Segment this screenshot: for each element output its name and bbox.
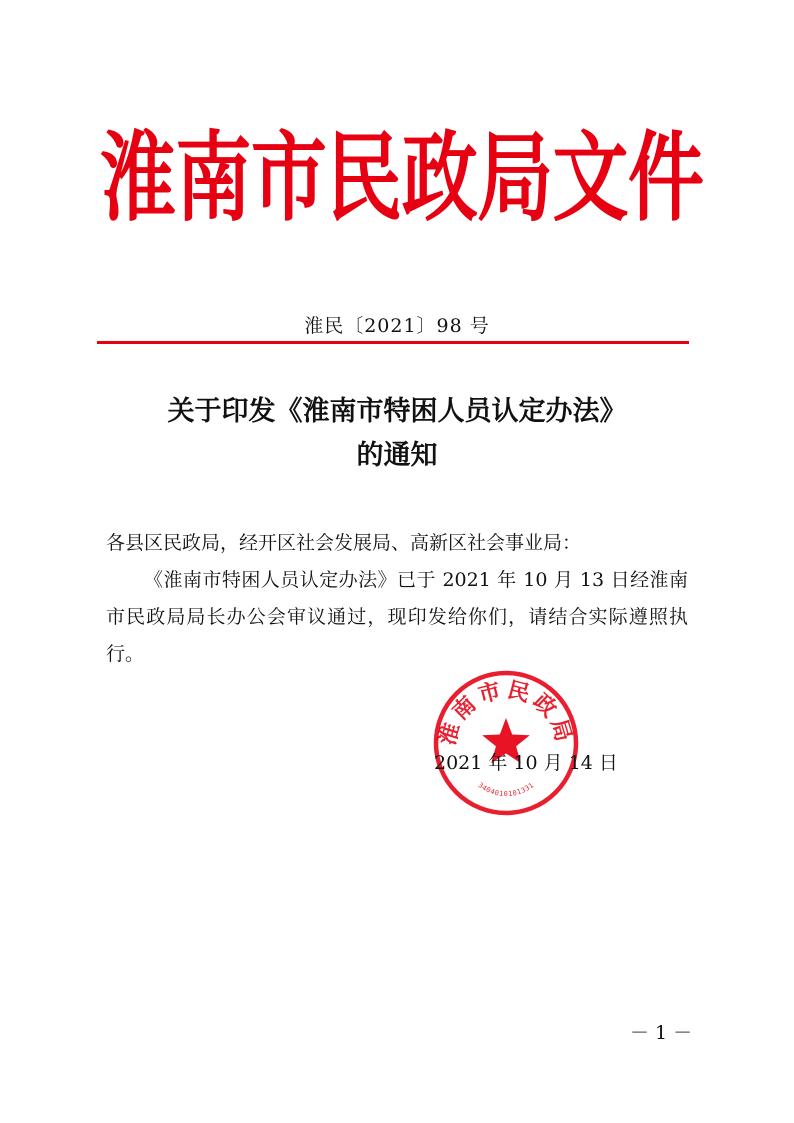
masthead-char: 文 <box>552 120 629 235</box>
masthead <box>100 118 704 238</box>
signature-date: 2021 年 10 月 14 日 <box>434 752 618 774</box>
official-seal-stamp <box>431 668 581 818</box>
document-body <box>106 525 688 673</box>
seal-org-name: 淮南市民政局 <box>435 677 577 749</box>
masthead-char: 件 <box>627 120 704 235</box>
document-number: 淮民〔2021〕98 号 <box>304 315 490 337</box>
title-line-2: 的通知 <box>356 440 438 471</box>
title-line-1: 关于印发《淮南市特困人员认定办法》 <box>167 396 627 427</box>
red-divider-line <box>97 341 689 344</box>
addressee: 各县区民政局，经开区社会发展局、高新区社会事业局： <box>106 532 582 554</box>
document-title <box>0 390 794 478</box>
masthead-char: 淮 <box>100 120 176 235</box>
masthead-char: 南 <box>175 120 252 235</box>
masthead-char: 市 <box>250 120 327 235</box>
masthead-char: 民 <box>326 120 403 235</box>
masthead-char: 局 <box>477 120 554 235</box>
body-paragraph: 《淮南市特困人员认定办法》已于 2021 年 10 月 13 日经淮南市民政局局长办公会审议通过，现印发给你们，请结合实际遵照执行。 <box>106 569 688 665</box>
masthead-char: 政 <box>401 120 478 235</box>
seal-serial-number: 3404010101331 <box>476 781 536 799</box>
page-number: － 1 － <box>630 1022 693 1044</box>
